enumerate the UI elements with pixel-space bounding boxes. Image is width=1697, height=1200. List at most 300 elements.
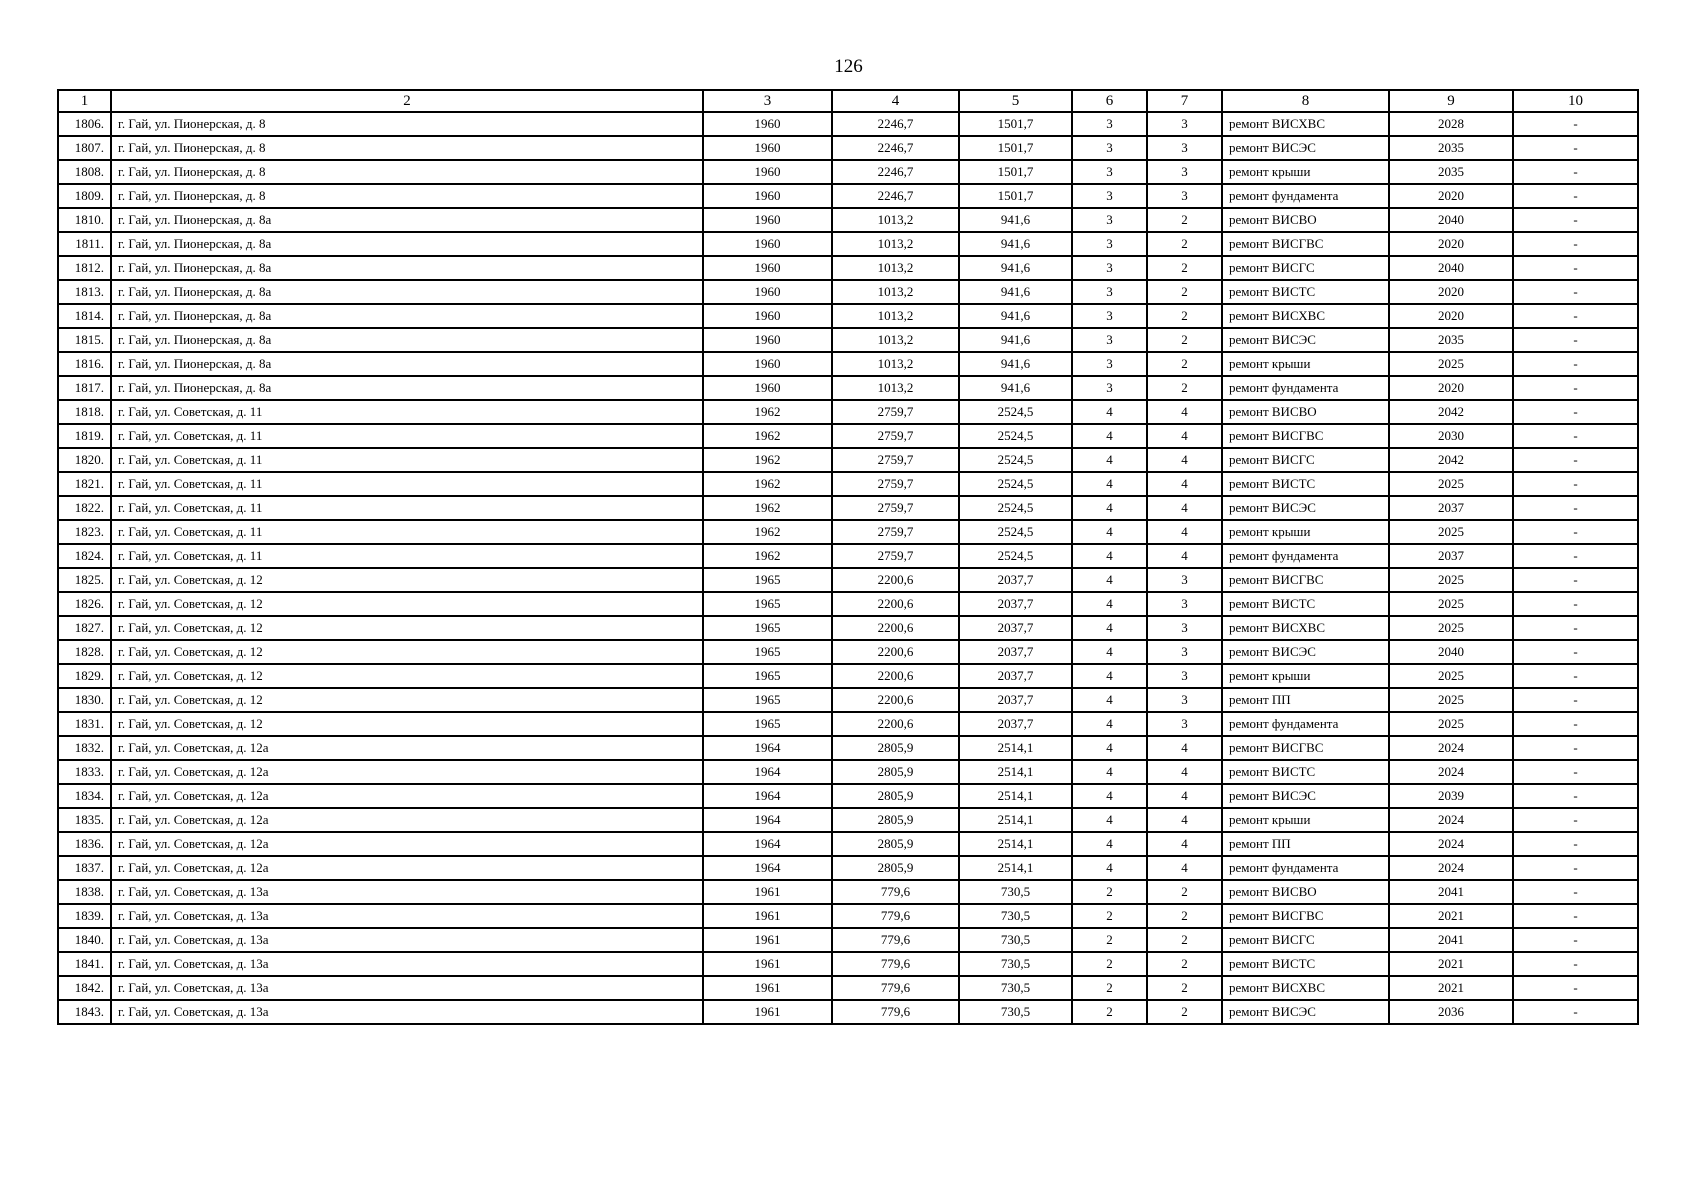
row-number-cell: 1842. [58,976,111,1000]
address-cell: г. Гай, ул. Советская, д. 13а [111,952,703,976]
planned-year-cell: 2037 [1389,496,1513,520]
address-cell: г. Гай, ул. Советская, д. 12а [111,760,703,784]
total-area-cell: 2200,6 [832,712,959,736]
planned-year-cell: 2024 [1389,760,1513,784]
planned-year-cell: 2039 [1389,784,1513,808]
build-year-cell: 1960 [703,304,832,328]
table-row [58,760,1638,784]
address-cell: г. Гай, ул. Пионерская, д. 8а [111,304,703,328]
planned-year-cell: 2041 [1389,928,1513,952]
living-area-cell: 2037,7 [959,712,1072,736]
address-cell: г. Гай, ул. Пионерская, д. 8 [111,112,703,136]
table-row [58,1000,1638,1024]
address-cell: г. Гай, ул. Советская, д. 11 [111,520,703,544]
entrances-cell: 3 [1147,592,1222,616]
note-cell: - [1513,472,1638,496]
total-area-cell: 1013,2 [832,352,959,376]
entrances-cell: 2 [1147,904,1222,928]
note-cell: - [1513,880,1638,904]
row-number-cell: 1819. [58,424,111,448]
living-area-cell: 730,5 [959,928,1072,952]
floors-cell: 4 [1072,784,1147,808]
total-area-cell: 1013,2 [832,208,959,232]
row-number-cell: 1814. [58,304,111,328]
table-row [58,544,1638,568]
floors-cell: 4 [1072,424,1147,448]
entrances-cell: 3 [1147,616,1222,640]
work-type-cell: ремонт ВИСТС [1222,280,1389,304]
address-cell: г. Гай, ул. Советская, д. 12а [111,736,703,760]
build-year-cell: 1965 [703,568,832,592]
row-number-cell: 1822. [58,496,111,520]
table-row [58,424,1638,448]
work-type-cell: ремонт крыши [1222,352,1389,376]
total-area-cell: 2759,7 [832,424,959,448]
total-area-cell: 2759,7 [832,448,959,472]
total-area-cell: 2805,9 [832,736,959,760]
planned-year-cell: 2024 [1389,736,1513,760]
floors-cell: 4 [1072,592,1147,616]
entrances-cell: 3 [1147,112,1222,136]
living-area-cell: 2524,5 [959,448,1072,472]
living-area-cell: 2524,5 [959,400,1072,424]
work-type-cell: ремонт крыши [1222,520,1389,544]
living-area-cell: 941,6 [959,208,1072,232]
column-header: 7 [1147,90,1222,112]
note-cell: - [1513,616,1638,640]
address-cell: г. Гай, ул. Пионерская, д. 8а [111,256,703,280]
column-header: 3 [703,90,832,112]
total-area-cell: 2805,9 [832,856,959,880]
build-year-cell: 1964 [703,832,832,856]
address-cell: г. Гай, ул. Советская, д. 11 [111,424,703,448]
address-cell: г. Гай, ул. Советская, д. 12а [111,856,703,880]
entrances-cell: 2 [1147,976,1222,1000]
planned-year-cell: 2040 [1389,256,1513,280]
total-area-cell: 2200,6 [832,640,959,664]
address-cell: г. Гай, ул. Советская, д. 11 [111,496,703,520]
row-number-cell: 1825. [58,568,111,592]
work-type-cell: ремонт ВИСТС [1222,760,1389,784]
header-row [58,90,1638,112]
work-type-cell: ремонт ВИСГВС [1222,904,1389,928]
build-year-cell: 1960 [703,352,832,376]
table-row [58,208,1638,232]
note-cell: - [1513,232,1638,256]
table-row [58,496,1638,520]
note-cell: - [1513,376,1638,400]
table-row [58,808,1638,832]
note-cell: - [1513,808,1638,832]
work-type-cell: ремонт ВИСТС [1222,952,1389,976]
table-row [58,304,1638,328]
table-row [58,376,1638,400]
entrances-cell: 3 [1147,568,1222,592]
planned-year-cell: 2020 [1389,304,1513,328]
floors-cell: 3 [1072,352,1147,376]
address-cell: г. Гай, ул. Советская, д. 12 [111,664,703,688]
column-header: 5 [959,90,1072,112]
table-row [58,136,1638,160]
planned-year-cell: 2021 [1389,976,1513,1000]
address-cell: г. Гай, ул. Советская, д. 12а [111,832,703,856]
row-number-cell: 1836. [58,832,111,856]
address-cell: г. Гай, ул. Советская, д. 13а [111,904,703,928]
living-area-cell: 941,6 [959,256,1072,280]
total-area-cell: 779,6 [832,1000,959,1024]
living-area-cell: 2037,7 [959,592,1072,616]
living-area-cell: 730,5 [959,1000,1072,1024]
floors-cell: 3 [1072,208,1147,232]
note-cell: - [1513,280,1638,304]
total-area-cell: 2759,7 [832,544,959,568]
note-cell: - [1513,976,1638,1000]
planned-year-cell: 2040 [1389,208,1513,232]
living-area-cell: 941,6 [959,328,1072,352]
floors-cell: 4 [1072,688,1147,712]
address-cell: г. Гай, ул. Пионерская, д. 8а [111,376,703,400]
planned-year-cell: 2025 [1389,592,1513,616]
note-cell: - [1513,592,1638,616]
living-area-cell: 2524,5 [959,472,1072,496]
address-cell: г. Гай, ул. Пионерская, д. 8 [111,160,703,184]
floors-cell: 3 [1072,280,1147,304]
row-number-cell: 1827. [58,616,111,640]
work-type-cell: ремонт ВИСГВС [1222,736,1389,760]
note-cell: - [1513,544,1638,568]
planned-year-cell: 2020 [1389,280,1513,304]
row-number-cell: 1832. [58,736,111,760]
total-area-cell: 779,6 [832,976,959,1000]
entrances-cell: 2 [1147,1000,1222,1024]
table-row [58,400,1638,424]
living-area-cell: 730,5 [959,952,1072,976]
entrances-cell: 4 [1147,400,1222,424]
build-year-cell: 1964 [703,808,832,832]
floors-cell: 3 [1072,232,1147,256]
entrances-cell: 4 [1147,520,1222,544]
row-number-cell: 1817. [58,376,111,400]
address-cell: г. Гай, ул. Советская, д. 12 [111,688,703,712]
planned-year-cell: 2021 [1389,952,1513,976]
row-number-cell: 1811. [58,232,111,256]
living-area-cell: 2037,7 [959,616,1072,640]
living-area-cell: 2524,5 [959,424,1072,448]
entrances-cell: 4 [1147,496,1222,520]
planned-year-cell: 2042 [1389,448,1513,472]
row-number-cell: 1818. [58,400,111,424]
table-row [58,832,1638,856]
build-year-cell: 1960 [703,184,832,208]
living-area-cell: 941,6 [959,232,1072,256]
work-type-cell: ремонт ВИСЭС [1222,1000,1389,1024]
build-year-cell: 1965 [703,688,832,712]
total-area-cell: 2200,6 [832,616,959,640]
total-area-cell: 2759,7 [832,400,959,424]
build-year-cell: 1962 [703,544,832,568]
row-number-cell: 1831. [58,712,111,736]
build-year-cell: 1960 [703,376,832,400]
column-header: 6 [1072,90,1147,112]
floors-cell: 4 [1072,568,1147,592]
row-number-cell: 1839. [58,904,111,928]
address-cell: г. Гай, ул. Советская, д. 12 [111,568,703,592]
build-year-cell: 1962 [703,520,832,544]
floors-cell: 3 [1072,376,1147,400]
floors-cell: 2 [1072,880,1147,904]
address-cell: г. Гай, ул. Советская, д. 13а [111,928,703,952]
living-area-cell: 2514,1 [959,856,1072,880]
entrances-cell: 2 [1147,256,1222,280]
work-type-cell: ремонт фундамента [1222,544,1389,568]
row-number-cell: 1829. [58,664,111,688]
entrances-cell: 4 [1147,856,1222,880]
note-cell: - [1513,640,1638,664]
note-cell: - [1513,928,1638,952]
build-year-cell: 1960 [703,160,832,184]
note-cell: - [1513,184,1638,208]
living-area-cell: 2514,1 [959,760,1072,784]
table-row [58,352,1638,376]
floors-cell: 4 [1072,712,1147,736]
column-header: 10 [1513,90,1638,112]
build-year-cell: 1965 [703,616,832,640]
total-area-cell: 2200,6 [832,592,959,616]
note-cell: - [1513,904,1638,928]
address-cell: г. Гай, ул. Пионерская, д. 8а [111,232,703,256]
build-year-cell: 1965 [703,664,832,688]
build-year-cell: 1962 [703,472,832,496]
total-area-cell: 2246,7 [832,136,959,160]
total-area-cell: 2759,7 [832,496,959,520]
build-year-cell: 1965 [703,712,832,736]
floors-cell: 4 [1072,520,1147,544]
work-type-cell: ремонт фундамента [1222,376,1389,400]
build-year-cell: 1960 [703,136,832,160]
planned-year-cell: 2028 [1389,112,1513,136]
work-type-cell: ремонт ВИСГВС [1222,568,1389,592]
note-cell: - [1513,400,1638,424]
build-year-cell: 1964 [703,784,832,808]
build-year-cell: 1961 [703,952,832,976]
table-row [58,184,1638,208]
address-cell: г. Гай, ул. Советская, д. 11 [111,448,703,472]
planned-year-cell: 2024 [1389,832,1513,856]
note-cell: - [1513,112,1638,136]
floors-cell: 4 [1072,544,1147,568]
living-area-cell: 2037,7 [959,664,1072,688]
floors-cell: 4 [1072,640,1147,664]
floors-cell: 3 [1072,136,1147,160]
entrances-cell: 3 [1147,712,1222,736]
table-row [58,328,1638,352]
work-type-cell: ремонт ВИСХВС [1222,112,1389,136]
entrances-cell: 4 [1147,544,1222,568]
row-number-cell: 1826. [58,592,111,616]
total-area-cell: 2805,9 [832,784,959,808]
table-row [58,592,1638,616]
planned-year-cell: 2024 [1389,856,1513,880]
planned-year-cell: 2021 [1389,904,1513,928]
total-area-cell: 2805,9 [832,760,959,784]
work-type-cell: ремонт ВИСВО [1222,880,1389,904]
work-type-cell: ремонт ПП [1222,832,1389,856]
note-cell: - [1513,208,1638,232]
address-cell: г. Гай, ул. Советская, д. 11 [111,400,703,424]
build-year-cell: 1960 [703,232,832,256]
floors-cell: 3 [1072,328,1147,352]
address-cell: г. Гай, ул. Пионерская, д. 8а [111,208,703,232]
note-cell: - [1513,424,1638,448]
table-row [58,568,1638,592]
entrances-cell: 3 [1147,664,1222,688]
table-row [58,712,1638,736]
total-area-cell: 2200,6 [832,688,959,712]
row-number-cell: 1823. [58,520,111,544]
work-type-cell: ремонт ВИСГС [1222,256,1389,280]
note-cell: - [1513,1000,1638,1024]
note-cell: - [1513,784,1638,808]
row-number-cell: 1824. [58,544,111,568]
address-cell: г. Гай, ул. Советская, д. 12а [111,808,703,832]
table-row [58,640,1638,664]
entrances-cell: 4 [1147,424,1222,448]
table-row [58,232,1638,256]
work-type-cell: ремонт ВИСВО [1222,208,1389,232]
living-area-cell: 2037,7 [959,640,1072,664]
floors-cell: 4 [1072,496,1147,520]
note-cell: - [1513,712,1638,736]
row-number-cell: 1838. [58,880,111,904]
table-row [58,664,1638,688]
work-type-cell: ремонт фундамента [1222,856,1389,880]
build-year-cell: 1960 [703,208,832,232]
table-row [58,112,1638,136]
row-number-cell: 1810. [58,208,111,232]
entrances-cell: 2 [1147,928,1222,952]
table-row [58,256,1638,280]
work-type-cell: ремонт ВИСЭС [1222,496,1389,520]
note-cell: - [1513,952,1638,976]
note-cell: - [1513,856,1638,880]
note-cell: - [1513,304,1638,328]
entrances-cell: 4 [1147,832,1222,856]
row-number-cell: 1813. [58,280,111,304]
address-cell: г. Гай, ул. Советская, д. 13а [111,976,703,1000]
work-type-cell: ремонт ПП [1222,688,1389,712]
living-area-cell: 1501,7 [959,136,1072,160]
living-area-cell: 941,6 [959,376,1072,400]
column-header: 4 [832,90,959,112]
address-cell: г. Гай, ул. Советская, д. 13а [111,1000,703,1024]
floors-cell: 4 [1072,856,1147,880]
planned-year-cell: 2020 [1389,232,1513,256]
entrances-cell: 2 [1147,304,1222,328]
address-cell: г. Гай, ул. Советская, д. 12 [111,640,703,664]
address-cell: г. Гай, ул. Пионерская, д. 8 [111,184,703,208]
note-cell: - [1513,448,1638,472]
build-year-cell: 1964 [703,736,832,760]
work-type-cell: ремонт ВИСТС [1222,472,1389,496]
table-row [58,280,1638,304]
row-number-cell: 1830. [58,688,111,712]
floors-cell: 3 [1072,304,1147,328]
floors-cell: 3 [1072,256,1147,280]
planned-year-cell: 2025 [1389,712,1513,736]
row-number-cell: 1843. [58,1000,111,1024]
build-year-cell: 1962 [703,496,832,520]
planned-year-cell: 2025 [1389,568,1513,592]
address-cell: г. Гай, ул. Советская, д. 12а [111,784,703,808]
work-type-cell: ремонт ВИСХВС [1222,304,1389,328]
row-number-cell: 1834. [58,784,111,808]
entrances-cell: 2 [1147,208,1222,232]
table-row [58,160,1638,184]
column-header: 1 [58,90,111,112]
planned-year-cell: 2041 [1389,880,1513,904]
address-cell: г. Гай, ул. Пионерская, д. 8а [111,280,703,304]
total-area-cell: 2246,7 [832,112,959,136]
note-cell: - [1513,664,1638,688]
floors-cell: 2 [1072,976,1147,1000]
entrances-cell: 2 [1147,232,1222,256]
total-area-cell: 1013,2 [832,376,959,400]
living-area-cell: 730,5 [959,904,1072,928]
row-number-cell: 1841. [58,952,111,976]
total-area-cell: 2246,7 [832,160,959,184]
floors-cell: 4 [1072,448,1147,472]
total-area-cell: 1013,2 [832,256,959,280]
work-type-cell: ремонт крыши [1222,160,1389,184]
total-area-cell: 1013,2 [832,280,959,304]
work-type-cell: ремонт фундамента [1222,184,1389,208]
entrances-cell: 2 [1147,280,1222,304]
build-year-cell: 1964 [703,760,832,784]
address-cell: г. Гай, ул. Советская, д. 12 [111,616,703,640]
address-cell: г. Гай, ул. Советская, д. 11 [111,544,703,568]
living-area-cell: 2514,1 [959,808,1072,832]
living-area-cell: 2524,5 [959,496,1072,520]
work-type-cell: ремонт ВИСГС [1222,448,1389,472]
planned-year-cell: 2025 [1389,520,1513,544]
living-area-cell: 2524,5 [959,520,1072,544]
entrances-cell: 3 [1147,640,1222,664]
build-year-cell: 1965 [703,592,832,616]
row-number-cell: 1820. [58,448,111,472]
entrances-cell: 4 [1147,784,1222,808]
table-row [58,784,1638,808]
build-year-cell: 1960 [703,328,832,352]
work-type-cell: ремонт ВИСХВС [1222,616,1389,640]
build-year-cell: 1960 [703,256,832,280]
build-year-cell: 1960 [703,112,832,136]
living-area-cell: 941,6 [959,304,1072,328]
entrances-cell: 3 [1147,160,1222,184]
total-area-cell: 1013,2 [832,304,959,328]
total-area-cell: 2200,6 [832,664,959,688]
total-area-cell: 779,6 [832,904,959,928]
table-row [58,880,1638,904]
work-type-cell: ремонт ВИСГВС [1222,424,1389,448]
build-year-cell: 1960 [703,280,832,304]
note-cell: - [1513,568,1638,592]
work-type-cell: ремонт ВИСЭС [1222,640,1389,664]
table-row [58,952,1638,976]
floors-cell: 4 [1072,760,1147,784]
row-number-cell: 1808. [58,160,111,184]
note-cell: - [1513,688,1638,712]
total-area-cell: 2805,9 [832,832,959,856]
